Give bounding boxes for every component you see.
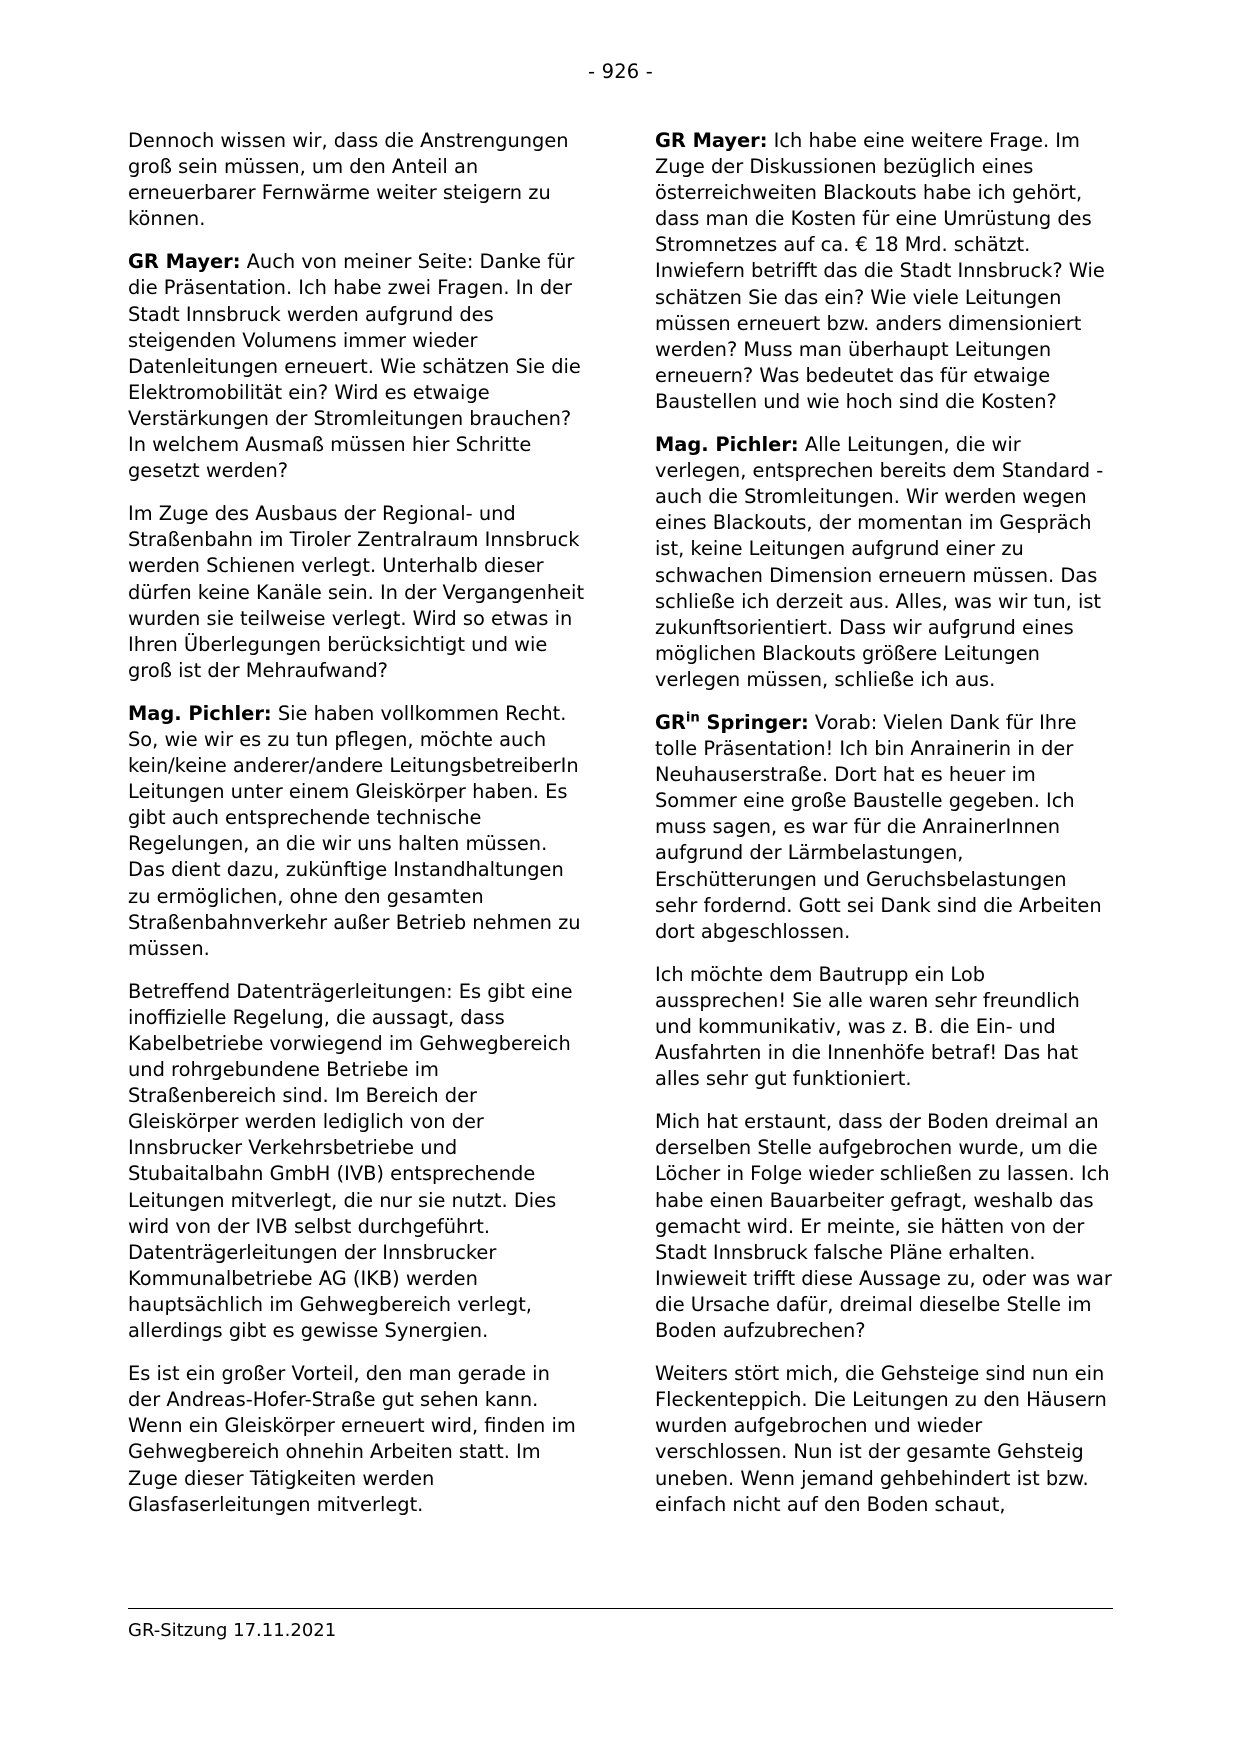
speaker-label-suffix: Springer: [699,710,809,734]
paragraph [655,962,1112,1092]
paragraph [655,128,1112,415]
paragraph [128,1361,585,1518]
paragraph [128,501,585,684]
speaker-label: GR Mayer: [655,129,768,152]
left-column [128,128,585,1518]
paragraph-text: Es ist ein großer Vorteil, den man gerade in der Andreas-Hofer-Straße gut sehen kann. Wenn ein Gleiskörper erneuert wird, finden im Gehwegbereich ohnehin Arbeiten statt. Im Zuge dieser Tätigkeiten werden Glasfaserleitungen mitverlegt. [128,1362,576,1516]
speaker-label-superscript: in [685,710,700,726]
paragraph [128,701,585,962]
paragraph [655,1109,1112,1344]
paragraph [128,979,585,1344]
paragraph-text: Ich möchte dem Bautrupp ein Lob aussprechen! Sie alle waren sehr freundlich und kommunikativ, was z. B. die Ein- und Ausfahrten in die Innenhöfe betraf! Das hat alles sehr gut funktioniert. [655,962,1080,1091]
paragraph [128,249,585,484]
paragraph-text: Vorab: Vielen Dank für Ihre tolle Präsentation! Ich bin Anrainerin in der Neuhauserstraße. Dort hat es heuer im Sommer eine große Baustelle gegeben. Ich muss sagen, es war für die AnrainerInnen aufgrund der Lärmbelastungen, Erschütterungen und Geruchsbelastungen sehr fordernd. Gott sei Dank sind die Arbeiten dort abgeschlossen. [655,710,1102,943]
paragraph-text: Betreffend Datenträgerleitungen: Es gibt eine inoffizielle Regelung, die aussagt, dass Kabelbetriebe vorwiegend im Gehwegbereich und rohrgebundene Betriebe im Straßenbereich sind. Im Bereich der Gleiskörper werden lediglich von der Innsbrucker Verkehrsbetriebe und Stubaitalbahn GmbH (IVB) entsprechende Leitungen mitverlegt, die nur sie nutzt. Dies wird von der IVB selbst durchgeführt. Datenträgerleitungen der Innsbrucker Kommunalbetriebe AG (IKB) werden hauptsächlich im Gehwegbereich verlegt, allerdings gibt es gewisse Synergien. [128,979,573,1343]
footer-divider [128,1608,1113,1609]
right-column [655,128,1112,1518]
speaker-label-prefix: GR [655,710,686,734]
paragraph-text: Mich hat erstaunt, dass der Boden dreimal an derselben Stelle aufgebrochen wurde, um die Löcher in Folge wieder schließen zu lassen. Ich habe einen Bauarbeiter gefragt, weshalb das gemacht wird. Er meinte, sie hätten von der Stadt Innsbruck falsche Pläne erhalten. Inwieweit trifft diese Aussage zu, oder was war die Ursache dafür, dreimal dieselbe Stelle im Boden aufzubrechen? [655,1110,1112,1343]
paragraph-text: Im Zuge des Ausbaus der Regional- und Straßenbahn im Tiroler Zentralraum Innsbruck werden Schienen verlegt. Unterhalb dieser dürfen keine Kanäle sein. In der Vergangenheit wurden sie teilweise verlegt. Wird so etwas in Ihren Überlegungen berücksichtigt und wie groß ist der Mehraufwand? [128,502,585,682]
speaker-label: GR Mayer: [128,250,241,274]
footer-text: GR-Sitzung 17.11.2021 [128,1620,337,1641]
paragraph [655,1361,1112,1518]
speaker-label: Mag. Pichler: [655,433,799,457]
paragraph [655,710,1112,945]
paragraph-text: Dennoch wissen wir, dass die Anstrengungen groß sein müssen, um den Anteil an erneuerbarer Fernwärme weiter steigern zu können. [128,129,569,231]
speaker-label: Mag. Pichler: [128,701,272,725]
paragraph [128,128,585,232]
page-number: - 926 - [587,60,654,83]
paragraph [655,432,1112,693]
page-content [128,128,1113,1518]
paragraph-text: Alle Leitungen, die wir verlegen, entsprechen bereits dem Standard - auch die Stromleitungen. Wir werden wegen eines Blackouts, der momentan im Gespräch ist, keine Leitungen aufgrund einer zu schwachen Dimension erneuern müssen. Das schließe ich derzeit aus. Alles, was wir tun, ist zukunftsorientiert. Dass wir aufgrund eines möglichen Blackouts größere Leitungen verlegen müssen, schließe ich aus. [655,433,1104,691]
paragraph-text: Weiters stört mich, die Gehsteige sind nun ein Fleckenteppich. Die Leitungen zu den Häusern wurden aufgebrochen und wieder verschlossen. Nun ist der gesamte Gehsteig uneben. Wenn jemand gehbehindert ist bzw. einfach nicht auf den Boden schaut, [655,1362,1107,1516]
paragraph-text: Auch von meiner Seite: Danke für die Präsentation. Ich habe zwei Fragen. In der Stadt Innsbruck werden aufgrund des steigenden Volumens immer wieder Datenleitungen erneuert. Wie schätzen Sie die Elektromobilität ein? Wird es etwaige Verstärkungen der Stromleitungen brauchen? In welchem Ausmaß müssen hier Schritte gesetzt werden? [128,250,581,483]
paragraph-text: Ich habe eine weitere Frage. Im Zuge der Diskussionen bezüglich eines österreichweiten Blackouts habe ich gehört, dass man die Kosten für eine Umrüstung des Stromnetzes auf ca. € 18 Mrd. schätzt. Inwiefern betrifft das die Stadt Innsbruck? Wie schätzen Sie das ein? Wie viele Leitungen müssen erneuert bzw. anders dimensioniert werden? Muss man überhaupt Leitungen erneuern? Was bedeutet das für etwaige Baustellen und wie hoch sind die Kosten? [655,129,1105,413]
paragraph-text: Sie haben vollkommen Recht. So, wie wir es zu tun pflegen, möchte auch kein/keine anderer/andere LeitungsbetreiberIn Leitungen unter einem Gleiskörper haben. Es gibt auch entsprechende technische Regelungen, an die wir uns halten müssen. Das dient dazu, zukünftige Instandhaltungen zu ermöglichen, ohne den gesamten Straßenbahnverkehr außer Betrieb nehmen zu müssen. [128,701,581,960]
